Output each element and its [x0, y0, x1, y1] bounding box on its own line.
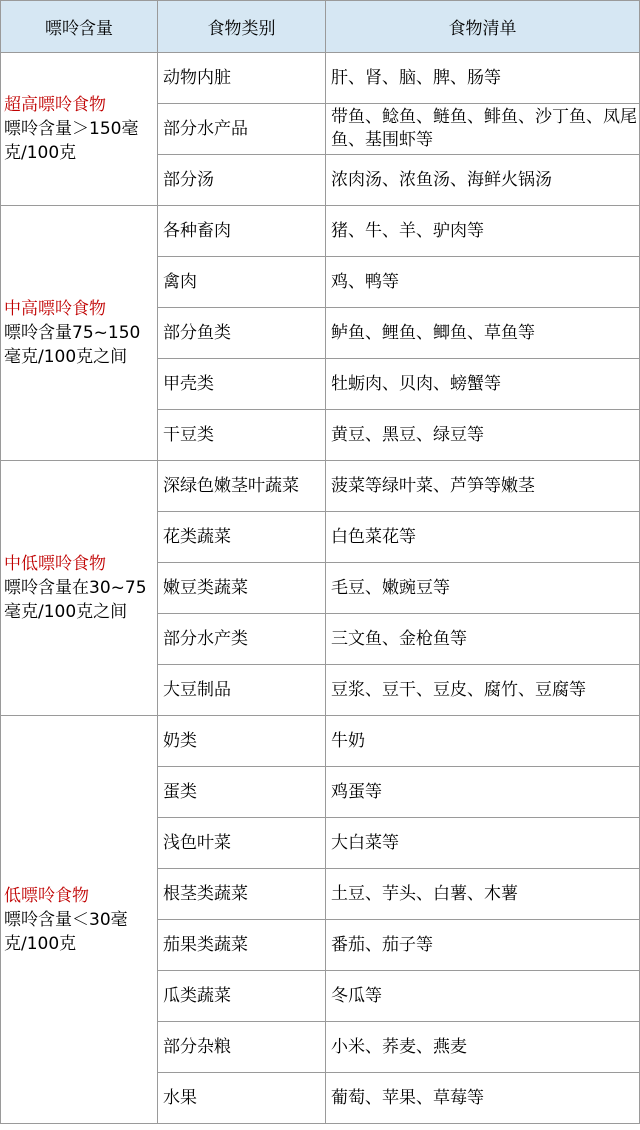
food-list-cell: 鸡、鸭等	[326, 257, 640, 308]
purine-level-name: 低嘌呤食物	[4, 885, 89, 906]
food-list-cell: 土豆、芋头、白薯、木薯	[326, 869, 640, 920]
food-category-cell: 嫩豆类蔬菜	[158, 563, 326, 614]
food-category-cell: 部分鱼类	[158, 308, 326, 359]
table-body	[1, 53, 640, 1124]
food-list-cell: 三文鱼、金枪鱼等	[326, 614, 640, 665]
food-category-cell: 干豆类	[158, 410, 326, 461]
purine-level-name: 中高嘌呤食物	[4, 299, 106, 319]
header-purine-content: 嘌呤含量	[1, 1, 158, 53]
header-row	[1, 1, 640, 53]
food-list-cell: 冬瓜等	[326, 971, 640, 1022]
food-category-cell: 奶类	[158, 716, 326, 767]
food-list-cell: 番茄、茄子等	[326, 920, 640, 971]
food-category-cell: 浅色叶菜	[158, 818, 326, 869]
purine-level-cell	[1, 53, 158, 206]
food-list-cell: 浓肉汤、浓鱼汤、海鲜火锅汤	[326, 155, 640, 206]
food-category-cell: 瓜类蔬菜	[158, 971, 326, 1022]
table-row	[1, 53, 640, 104]
food-category-cell: 部分水产类	[158, 614, 326, 665]
food-category-cell: 部分汤	[158, 155, 326, 206]
food-list-cell: 菠菜等绿叶菜、芦笋等嫩茎	[326, 461, 640, 512]
purine-level-cell	[1, 716, 158, 1124]
purine-level-cell	[1, 206, 158, 461]
food-category-cell: 动物内脏	[158, 53, 326, 104]
food-category-cell: 甲壳类	[158, 359, 326, 410]
food-category-cell: 花类蔬菜	[158, 512, 326, 563]
table-row	[1, 206, 640, 257]
purine-level-name: 中低嘌呤食物	[4, 554, 106, 574]
food-category-cell: 深绿色嫩茎叶蔬菜	[158, 461, 326, 512]
food-list-cell: 白色菜花等	[326, 512, 640, 563]
food-list-cell: 鲈鱼、鲤鱼、鲫鱼、草鱼等	[326, 308, 640, 359]
food-category-cell: 部分杂粮	[158, 1022, 326, 1073]
purine-level-name: 超高嘌呤食物	[4, 95, 106, 115]
purine-level-range: 嘌呤含量＜30毫克/100克	[4, 909, 128, 954]
food-list-cell: 牡蛎肉、贝肉、螃蟹等	[326, 359, 640, 410]
food-category-cell: 禽肉	[158, 257, 326, 308]
food-category-cell: 大豆制品	[158, 665, 326, 716]
food-list-cell: 豆浆、豆干、豆皮、腐竹、豆腐等	[326, 665, 640, 716]
table-row	[1, 461, 640, 512]
table-row	[1, 716, 640, 767]
food-list-cell: 肝、肾、脑、脾、肠等	[326, 53, 640, 104]
food-list-cell: 毛豆、嫩豌豆等	[326, 563, 640, 614]
food-list-cell: 黄豆、黑豆、绿豆等	[326, 410, 640, 461]
food-category-cell: 蛋类	[158, 767, 326, 818]
food-category-cell: 各种畜肉	[158, 206, 326, 257]
food-list-cell: 猪、牛、羊、驴肉等	[326, 206, 640, 257]
purine-level-cell	[1, 461, 158, 716]
food-list-cell: 小米、荞麦、燕麦	[326, 1022, 640, 1073]
food-list-cell: 带鱼、鲶鱼、鲢鱼、鲱鱼、沙丁鱼、凤尾鱼、基围虾等	[326, 104, 640, 155]
food-category-cell: 茄果类蔬菜	[158, 920, 326, 971]
purine-level-range: 嘌呤含量＞150毫克/100克	[4, 119, 139, 163]
header-food-category: 食物类别	[158, 1, 326, 53]
food-category-cell: 部分水产品	[158, 104, 326, 155]
food-list-cell: 鸡蛋等	[326, 767, 640, 818]
food-category-cell: 根茎类蔬菜	[158, 869, 326, 920]
food-list-cell: 牛奶	[326, 716, 640, 767]
purine-level-range: 嘌呤含量75~150毫克/100克之间	[4, 323, 141, 367]
food-list-cell: 大白菜等	[326, 818, 640, 869]
food-category-cell: 水果	[158, 1073, 326, 1124]
food-list-cell: 葡萄、苹果、草莓等	[326, 1073, 640, 1124]
header-food-list: 食物清单	[326, 1, 640, 53]
purine-level-range: 嘌呤含量在30~75毫克/100克之间	[4, 578, 147, 622]
